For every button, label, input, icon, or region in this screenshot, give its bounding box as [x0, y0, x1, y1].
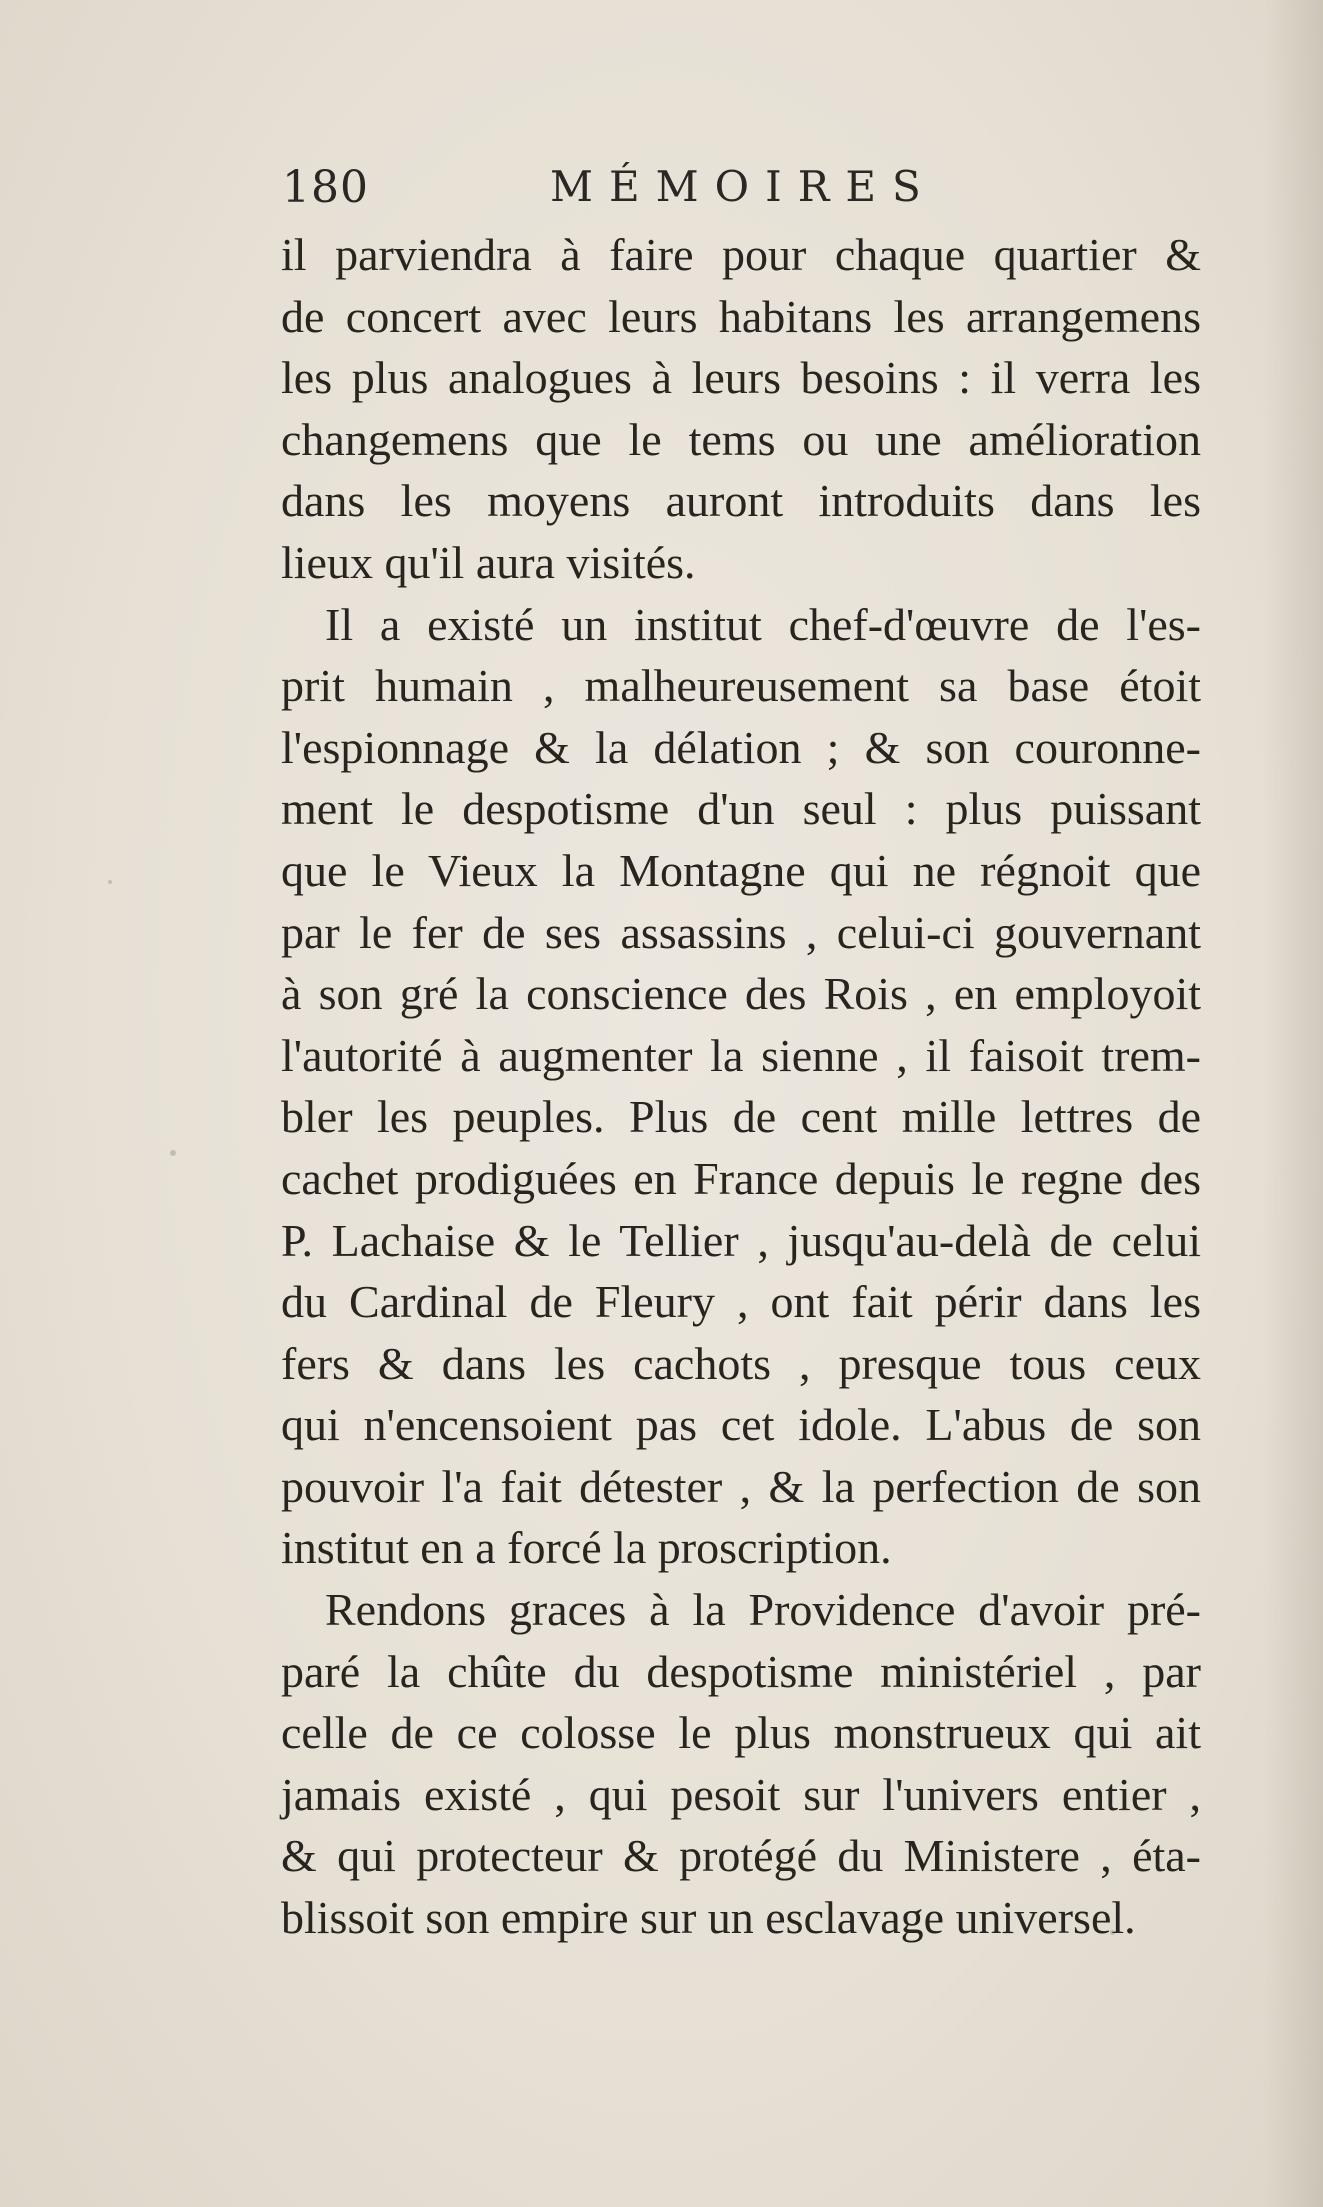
text-line: Il a existé un institut chef-d'œuvre de l'es-	[325, 598, 1201, 650]
text-line: jamais existé , qui pesoit sur l'univers entier ,	[281, 1768, 1201, 1820]
paper-speck	[170, 1150, 176, 1156]
text-line: du Cardinal de Fleury , ont fait périr dans les	[281, 1276, 1201, 1328]
text-line: il parviendra à faire pour chaque quartier &	[281, 229, 1201, 280]
text-line: de concert avec leurs habitans les arrangemens	[281, 290, 1201, 342]
paragraph-2	[281, 594, 1201, 1580]
text-line: & qui protecteur & protégé du Ministere , éta-	[281, 1830, 1201, 1882]
text-line: l'espionnage & la délation ; & son couronne-	[281, 721, 1201, 773]
text-line: que le Vieux la Montagne qui ne régnoit que	[281, 844, 1201, 896]
paper-speck	[108, 880, 112, 884]
page-number: 180	[282, 162, 369, 213]
text-line: prit humain , malheureusement sa base étoit	[281, 660, 1201, 712]
text-line: Rendons graces à la Providence d'avoir pré-	[325, 1584, 1201, 1636]
text-line: institut en a forcé la proscription.	[281, 1522, 892, 1574]
text-line: blissoit son empire sur un esclavage universel.	[281, 1892, 1136, 1944]
text-line: par le fer de ses assassins , celui-ci gouvernant	[281, 906, 1201, 958]
text-line: fers & dans les cachots , presque tous ceux	[281, 1337, 1201, 1389]
text-line: lieux qu'il aura visités.	[281, 536, 696, 588]
paragraph-3	[281, 1579, 1201, 1949]
body-text	[281, 224, 1201, 1949]
page-edge-shadow	[1263, 0, 1323, 2207]
text-line: celle de ce colosse le plus monstrueux qui ait	[281, 1707, 1201, 1759]
running-title: MÉMOIRES	[550, 162, 937, 211]
text-line: changemens que le tems ou une amélioration	[281, 413, 1201, 465]
text-line: l'autorité à augmenter la sienne , il faisoit trem-	[281, 1029, 1201, 1081]
text-line: pouvoir l'a fait détester , & la perfection de son	[281, 1460, 1201, 1512]
text-line: les plus analogues à leurs besoins : il verra les	[281, 352, 1201, 404]
paragraph-1	[281, 224, 1201, 594]
text-line: P. Lachaise & le Tellier , jusqu'au-delà de celui	[281, 1214, 1201, 1266]
text-line: bler les peuples. Plus de cent mille lettres de	[281, 1091, 1201, 1143]
text-line: cachet prodiguées en France depuis le regne des	[281, 1152, 1201, 1204]
text-line: qui n'encensoient pas cet idole. L'abus de son	[281, 1399, 1201, 1451]
page-header	[282, 162, 1182, 222]
text-line: à son gré la conscience des Rois , en employoit	[281, 968, 1201, 1020]
text-line: ment le despotisme d'un seul : plus puissant	[281, 783, 1201, 835]
paper-speck	[1110, 1930, 1115, 1935]
text-line: paré la chûte du despotisme ministériel , par	[281, 1645, 1201, 1697]
text-line: dans les moyens auront introduits dans les	[281, 475, 1201, 527]
